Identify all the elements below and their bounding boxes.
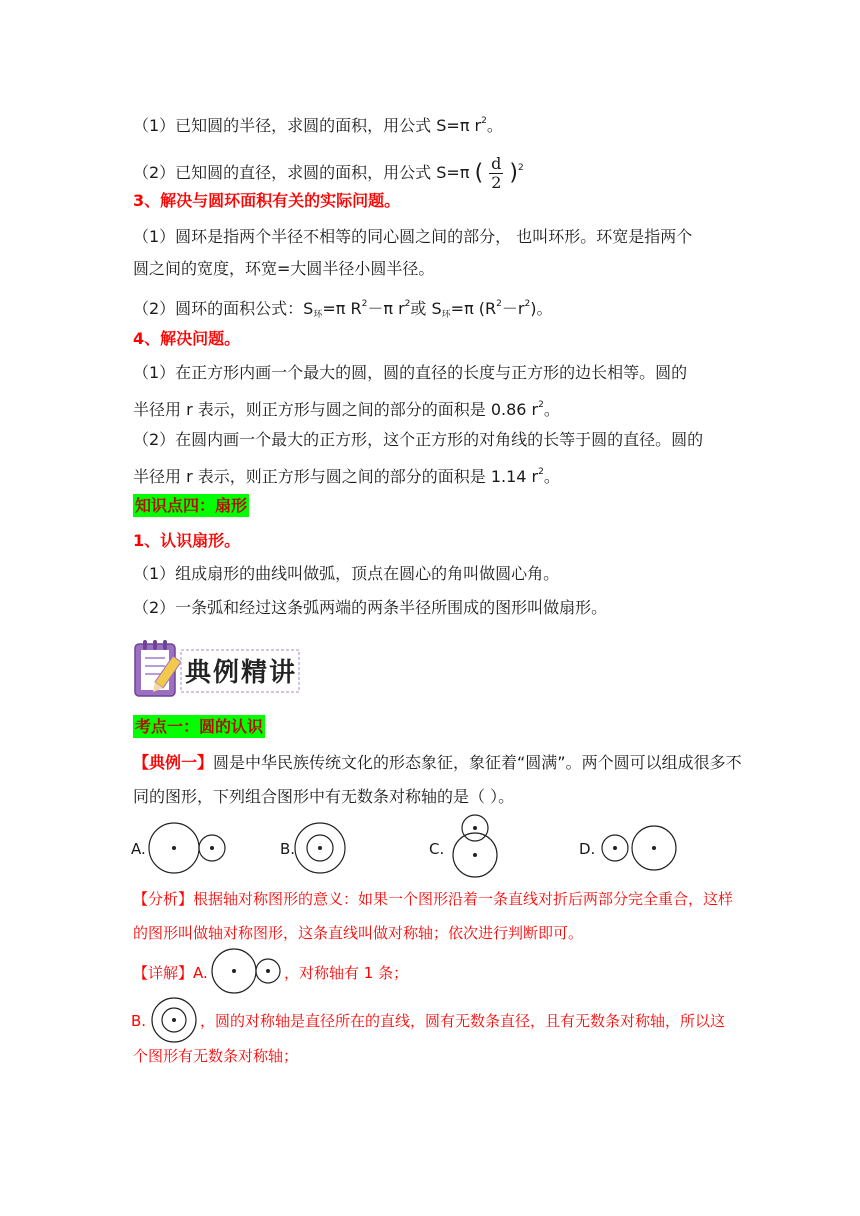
formula-radius-text: （1）已知圆的半径，求圆的面积，用公式 S=π r bbox=[133, 116, 482, 135]
detail-tag: 【详解】A. bbox=[133, 964, 208, 982]
ring-area-formula bbox=[133, 293, 552, 326]
option-b-figure bbox=[294, 822, 350, 878]
text: －r bbox=[501, 299, 525, 318]
knowledge-point-4 bbox=[133, 495, 249, 517]
fraction bbox=[489, 155, 503, 192]
formula-diameter-line bbox=[133, 148, 524, 194]
detail-a-text: ，对称轴有 1 条； bbox=[284, 964, 409, 982]
text: 半径用 r 表示，则正方形与圆之间的部分的面积是 0.86 r bbox=[133, 400, 539, 419]
punct: 。 bbox=[543, 467, 560, 486]
superscript: 2 bbox=[524, 299, 531, 309]
heading-sector: 1、认识扇形。 bbox=[133, 531, 241, 550]
text: 或 S bbox=[410, 299, 442, 318]
detail-b-figure bbox=[150, 996, 198, 1044]
exam-point-1 bbox=[133, 716, 265, 738]
detail-a-figure bbox=[212, 947, 284, 997]
option-d-label: D. bbox=[579, 840, 596, 858]
detail-b-text-2: 个图形有无数条对称轴； bbox=[133, 1047, 299, 1065]
option-a-label: A. bbox=[131, 840, 146, 858]
heading-3: 3、解决与圆环面积有关的实际问题。 bbox=[133, 191, 401, 210]
option-d-figure bbox=[600, 822, 680, 878]
text: （2）圆环的面积公式：S bbox=[133, 299, 314, 318]
ring-definition-line-1: （1）圆环是指两个半径不相等的同心圆之间的部分， 也叫环形。环宽是指两个 bbox=[133, 227, 693, 246]
example-1-text: 圆是中华民族传统文化的形态象征，象征着“圆满”。两个圆可以组成很多不 bbox=[213, 753, 742, 772]
sector-def-1: （1）组成扇形的曲线叫做弧，顶点在圆心的角叫做圆心角。 bbox=[133, 564, 560, 583]
text: －π r bbox=[367, 299, 405, 318]
option-c-figure bbox=[448, 813, 504, 883]
problem-1-line-1: （1）在正方形内画一个最大的圆，圆的直径的长度与正方形的边长相等。圆的 bbox=[133, 363, 688, 382]
sector-def-2: （2）一条弧和经过这条弧两端的两条半径所围成的图形叫做扇形。 bbox=[133, 598, 608, 617]
fraction-numerator: d bbox=[491, 154, 502, 173]
analysis-line-1: 【分析】根据轴对称图形的意义：如果一个图形沿着一条直线对折后两部分完全重合，这样 bbox=[133, 890, 734, 908]
superscript: 2 bbox=[361, 299, 368, 309]
fraction-denominator: 2 bbox=[491, 173, 502, 192]
analysis-line-2: 的图形叫做轴对称图形，这条直线叫做对称轴；依次进行判断即可。 bbox=[133, 924, 584, 942]
subscript: 环 bbox=[441, 310, 451, 320]
ring-definition-line-2: 圆之间的宽度，环宽=大圆半径小圆半径。 bbox=[133, 259, 435, 278]
example-1-tag: 【典例一】 bbox=[133, 753, 214, 772]
example-1-line-1 bbox=[133, 752, 742, 774]
example-section-badge bbox=[133, 638, 303, 704]
option-a-figure bbox=[148, 822, 228, 878]
detail-b-label: B. bbox=[131, 1012, 147, 1030]
detail-b-text: ，圆的对称轴是直径所在的直线，圆有无数条直径，且有无数条对称轴，所以这 bbox=[200, 1012, 726, 1030]
paren-open: ( bbox=[474, 160, 484, 186]
formula-diameter-text: （2）已知圆的直径，求圆的面积，用公式 S=π bbox=[133, 163, 475, 182]
superscript: 2 bbox=[538, 400, 544, 410]
superscript: 2 bbox=[538, 467, 544, 477]
superscript: 2 bbox=[496, 299, 502, 309]
problem-2-line-1: （2）在圆内画一个最大的正方形，这个正方形的对角线的长等于圆的直径。圆的 bbox=[133, 430, 704, 449]
problem-2-line-2 bbox=[133, 461, 560, 488]
paren-close: ) bbox=[509, 160, 518, 186]
knowledge-point-4-label: 知识点四：扇形 bbox=[135, 496, 248, 515]
option-c-label: C. bbox=[429, 840, 445, 858]
formula-radius-line bbox=[133, 110, 503, 137]
text: =π R bbox=[322, 299, 362, 318]
punct: 。 bbox=[543, 400, 560, 419]
punct: 。 bbox=[486, 116, 503, 135]
option-b-label: B. bbox=[280, 840, 296, 858]
text: =π (R bbox=[450, 299, 497, 318]
heading-4: 4、解决问题。 bbox=[133, 329, 241, 348]
badge-title: 典例精讲 bbox=[185, 658, 298, 688]
superscript: 2 bbox=[481, 116, 487, 126]
superscript: 2 bbox=[518, 163, 524, 173]
text: 半径用 r 表示，则正方形与圆之间的部分的面积是 1.14 r bbox=[133, 467, 539, 486]
example-1-line-2: 同的图形，下列组合图形中有无数条对称轴的是（ ）。 bbox=[133, 787, 515, 806]
subscript: 环 bbox=[313, 310, 323, 320]
problem-1-line-2 bbox=[133, 394, 560, 421]
text: )。 bbox=[530, 299, 553, 318]
superscript: 2 bbox=[404, 299, 411, 309]
exam-point-1-label: 考点一：圆的认识 bbox=[135, 717, 264, 736]
